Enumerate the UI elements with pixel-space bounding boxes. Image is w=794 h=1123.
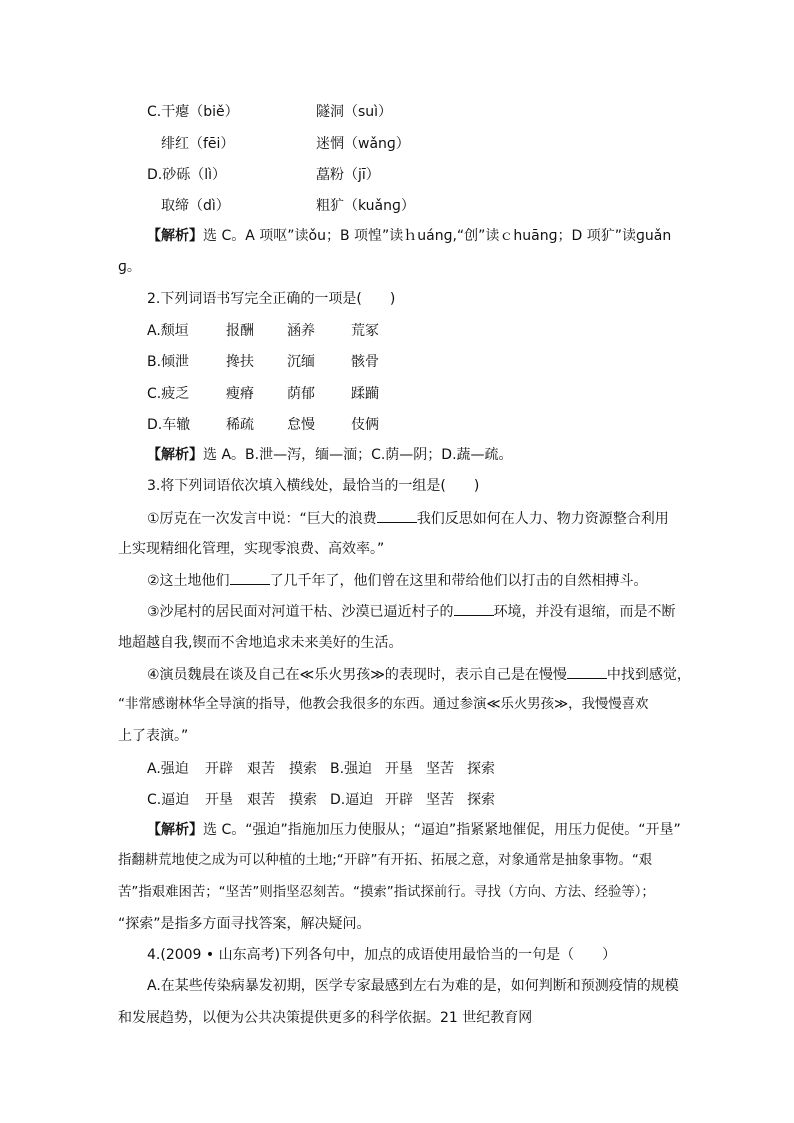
q3-sentence-4-cont: “非常感谢林华全导演的指导，他教会我很多的东西。通过参演≪乐火男孩≫，我慢慢喜欢 bbox=[118, 697, 649, 712]
analysis-label: 【解析】 bbox=[147, 228, 203, 244]
q3-option-a-2: 开辟 bbox=[205, 761, 233, 777]
q3-option-d-3: 坚苦 bbox=[426, 792, 454, 808]
q2-option-a-4: 荒冢 bbox=[351, 323, 379, 339]
q3-analysis-line3: 苦”指艰难困苦；“坚苦”则指坚忍刻苦。“摸索”指试探前行。寻找（方向、方法、经验等）； bbox=[118, 885, 655, 900]
q2-option-c-3: 荫郁 bbox=[287, 386, 315, 402]
q3-sentence-2 bbox=[147, 570, 648, 591]
q3-option-b-1: B.强迫 bbox=[330, 761, 373, 777]
q2-option-a-3: 涵养 bbox=[287, 323, 315, 339]
q2-option-d-3: 怠慢 bbox=[287, 417, 315, 433]
q3-sentence-1 bbox=[147, 508, 669, 529]
q2-option-d-4: 伎俩 bbox=[351, 417, 379, 433]
q3-option-d-1: D.逼迫 bbox=[330, 792, 374, 808]
q2-option-c-1: C.疲乏 bbox=[147, 386, 190, 402]
q1-option-d-line1: D.砂砾（lì） bbox=[147, 167, 227, 183]
q3-sentence-1-cont: 上实现精细化管理，实现零浪费、高效率。” bbox=[118, 541, 385, 557]
sentence-text: ②这土地他们 bbox=[147, 573, 230, 589]
q3-option-a-3: 艰苦 bbox=[247, 761, 275, 777]
sentence-text: 中找到感觉， bbox=[606, 667, 691, 683]
q3-option-b-3: 坚苦 bbox=[426, 761, 454, 777]
analysis-label: 【解析】 bbox=[147, 822, 203, 838]
fill-blank bbox=[454, 601, 494, 616]
q2-option-a-1: A.颓垣 bbox=[147, 323, 189, 339]
q2-option-b-1: B.倾泄 bbox=[147, 354, 190, 370]
q2-stem: 2.下列词语书写完全正确的一项是( ) bbox=[147, 291, 396, 307]
fill-blank bbox=[567, 664, 607, 679]
analysis-text: 选 C。“强迫”指施加压力使服从；“逼迫”指紧紧地催促，用压力促使。“开垦” bbox=[203, 822, 681, 838]
q2-option-c-2: 瘦瘠 bbox=[226, 386, 254, 402]
q3-analysis bbox=[147, 820, 681, 840]
q1-option-c-line2: 绯红（fēi） bbox=[161, 136, 235, 152]
q3-analysis-line2: 指翻耕荒地使之成为可以种植的土地;“开辟”有开拓、拓展之意，对象通常是抽象事物。“艰 bbox=[118, 853, 653, 868]
q1-option-d-line1-b: 藠粉（jī） bbox=[316, 167, 380, 183]
q2-option-d-1: D.车辙 bbox=[147, 417, 191, 433]
q2-option-a-2: 报酬 bbox=[226, 323, 254, 339]
analysis-text: 选 A。B.泄—泻，缅—湎；C.荫—阴；D.蔬—疏。 bbox=[203, 447, 513, 463]
q1-option-d-line2: 取缔（dì） bbox=[161, 198, 230, 214]
q3-option-c-1: C.逼迫 bbox=[147, 792, 190, 808]
q3-option-a-1: A.强迫 bbox=[147, 761, 189, 777]
analysis-label: 【解析】 bbox=[147, 447, 203, 463]
fill-blank bbox=[230, 570, 270, 585]
q2-option-b-4: 骸骨 bbox=[351, 354, 379, 370]
sentence-text: 我们反思如何在人力、物力资源整合利用 bbox=[416, 511, 669, 527]
q3-option-c-3: 艰苦 bbox=[247, 792, 275, 808]
q1-option-d-line2-b: 粗犷（kuǎnɡ） bbox=[316, 198, 415, 214]
q1-option-c-line1-b: 隧洞（suì） bbox=[316, 104, 393, 120]
q3-option-d-2: 开辟 bbox=[385, 792, 413, 808]
q1-option-c-line2-b: 迷惘（wǎnɡ） bbox=[316, 136, 410, 152]
q3-option-b-4: 探索 bbox=[467, 761, 495, 777]
q3-sentence-4 bbox=[147, 664, 691, 685]
q3-option-a-4: 摸索 bbox=[289, 761, 317, 777]
q3-option-b-2: 开垦 bbox=[385, 761, 413, 777]
q3-sentence-3 bbox=[147, 601, 676, 622]
q4-stem: 4.(2009 • 山东高考)下列各句中，加点的成语使用最恰当的一句是（ ） bbox=[147, 947, 617, 963]
q3-sentence-4-end: 上了表演。” bbox=[118, 728, 189, 744]
q4-option-a: A.在某些传染病暴发初期，医学专家最感到左右为难的是，如何判断和预测疫情的规模 bbox=[147, 978, 679, 994]
q3-analysis-line4: “探索”是指多方面寻找答案，解决疑问。 bbox=[118, 916, 371, 932]
q3-stem: 3.将下列词语依次填入横线处，最恰当的一组是( ) bbox=[147, 478, 480, 494]
fill-blank bbox=[377, 508, 417, 523]
q2-option-d-2: 稀疏 bbox=[226, 417, 254, 433]
q1-option-c-line1: C.干瘪（biě） bbox=[147, 104, 239, 120]
q2-option-b-3: 沉缅 bbox=[287, 354, 315, 370]
q2-option-c-4: 蹂躏 bbox=[351, 386, 379, 402]
q3-option-c-2: 开垦 bbox=[205, 792, 233, 808]
sentence-text: 环境，并没有退缩，而是不断 bbox=[493, 604, 676, 620]
sentence-text: ④演员魏晨在谈及自己在≪乐火男孩≫的表现时，表示自己是在慢慢 bbox=[147, 667, 567, 683]
q3-sentence-3-cont: 地超越自我,锲而不舍地追求未来美好的生活。 bbox=[118, 635, 403, 651]
q3-option-c-4: 摸索 bbox=[289, 792, 317, 808]
q3-option-d-4: 探索 bbox=[467, 792, 495, 808]
sentence-text: 了几千年了，他们曾在这里和带给他们以打击的自然相搏斗。 bbox=[269, 573, 648, 589]
sentence-text: ①厉克在一次发言中说：“巨大的浪费 bbox=[147, 511, 377, 527]
q2-analysis bbox=[147, 445, 513, 465]
q1-analysis-cont: ɡ。 bbox=[118, 259, 141, 275]
analysis-text: 选 C。A 项呕”读ǒu；B 项惶”读ｈuánɡ,“创”读ｃhuānɡ；D 项犷”读ɡuǎn bbox=[203, 228, 672, 244]
sentence-text: ③沙尾村的居民面对河道干枯、沙漠已逼近村子的 bbox=[147, 604, 454, 620]
q2-option-b-2: 搀扶 bbox=[226, 354, 254, 370]
q4-option-a-cont: 和发展趋势，以便为公共决策提供更多的科学依据。21 世纪教育网 bbox=[118, 1010, 533, 1026]
q1-analysis bbox=[147, 226, 671, 246]
